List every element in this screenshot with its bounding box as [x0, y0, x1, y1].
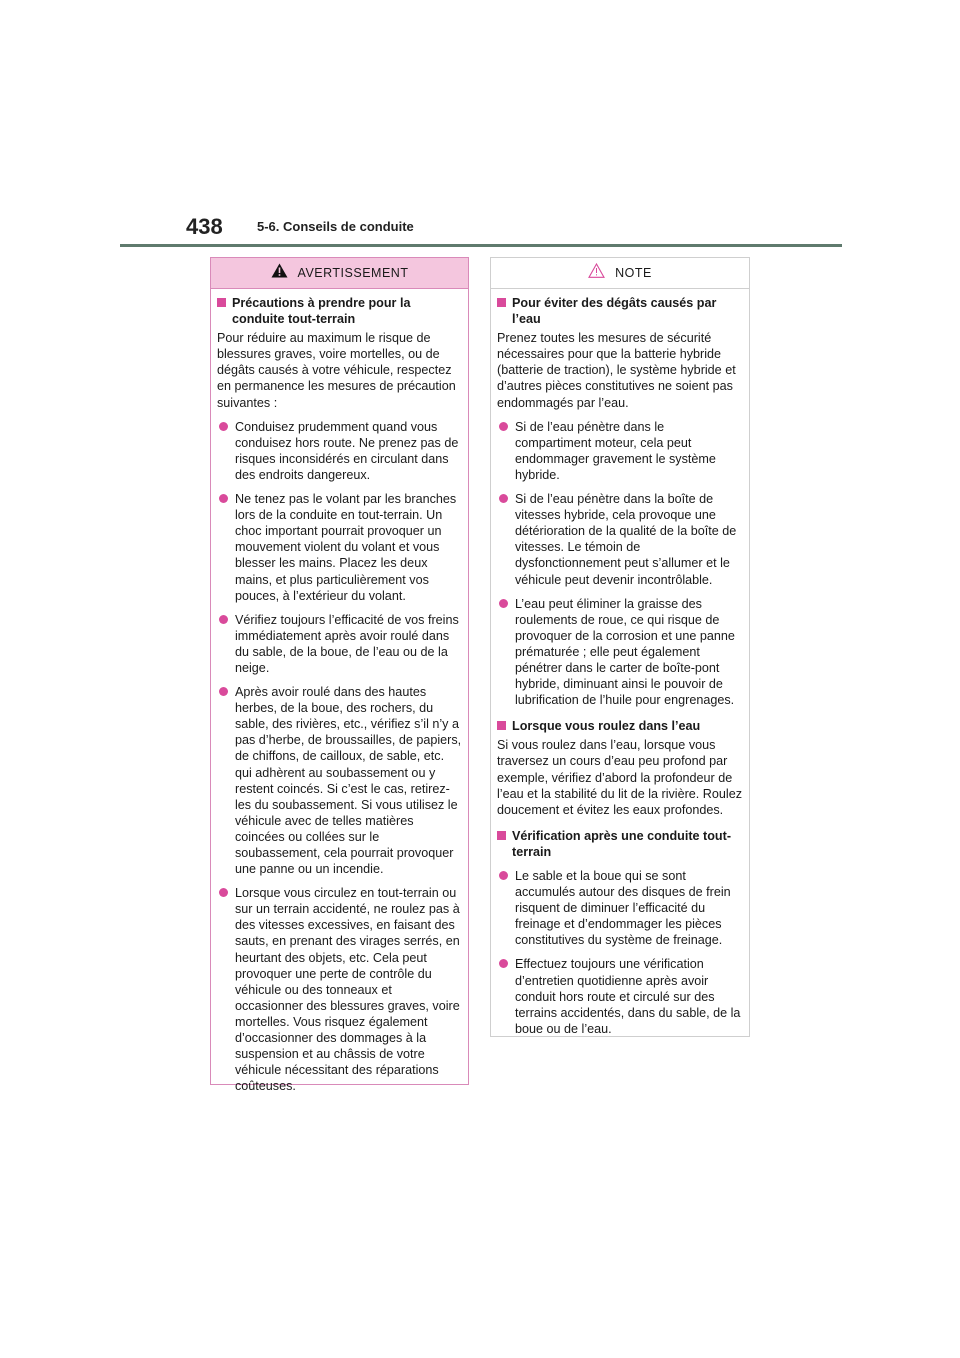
list-item: Le sable et la boue qui se sont accumulés autour des disques de frein risquent de diminuer l’efficacité du freinage et d’endommager les pièces constitutives du système de freinage.: [497, 868, 743, 948]
caution-triangle-icon: [588, 263, 615, 282]
circle-bullet-icon: [499, 871, 508, 880]
page-number: 438: [186, 214, 223, 239]
note-intro: Si vous roulez dans l’eau, lorsque vous traversez un cours d’eau peu profond par exemple, vérifiez d’abord la profondeur de l’eau et la stabilité du lit de la rivière. Roulez doucement et évitez les eaux profondes.: [497, 738, 743, 817]
square-bullet-icon: [217, 298, 226, 307]
warning-section-heading: Précautions à prendre pour la conduite tout-terrain: [217, 295, 462, 327]
list-item: Effectuez toujours une vérification d’entretien quotidienne après avoir conduit hors route et circulé sur des terrains accidentés, dans du sable, de la boue ou de l’eau.: [497, 956, 743, 1036]
list-item: Si de l’eau pénètre dans le compartiment moteur, cela peut endommager gravement le système hybride.: [497, 419, 743, 483]
list-item: Ne tenez pas le volant par les branches lors de la conduite en tout-terrain. Un choc important pourrait provoquer un mouvement violent du volant et vous blesser les mains. Placez les deux mains, et plus particulièrement vos pouces, à l’extérieur du volant.: [217, 491, 462, 604]
note-section-heading: Vérification après une conduite tout-terrain: [497, 828, 743, 860]
square-bullet-icon: [497, 831, 506, 840]
note-section-heading: Pour éviter des dégâts causés par l’eau: [497, 295, 743, 327]
list-item: Conduisez prudemment quand vous conduisez hors route. Ne prenez pas de risques inconsidérés en circulant dans des endroits dangereux.: [217, 419, 462, 483]
circle-bullet-icon: [219, 687, 228, 696]
list-item: Si de l’eau pénètre dans la boîte de vitesses hybride, cela provoque une détérioration de la qualité de la boîte de vitesses. Le témoin de dysfonctionnement peut s’allumer et le véhicule peut devenir incontrôlable.: [497, 491, 743, 588]
note-box: [490, 257, 750, 1037]
circle-bullet-icon: [219, 422, 228, 431]
list-item: Lorsque vous circulez en tout-terrain ou sur un terrain accidenté, ne roulez pas à des vitesses excessives, en faisant des sauts, en prenant des virages serrés, en heurtant des objets, etc. Cela peut provoquer une perte de contrôle du véhicule ou des tonneaux et occasionner des blessures graves, voire mortelles. Vous risquez également d’occasionner des dommages à la suspension et au châssis de votre véhicule nécessitant des réparations coûteuses.: [217, 885, 462, 1094]
warning-box: [210, 257, 469, 1094]
note-section-heading: Lorsque vous roulez dans l’eau: [497, 718, 743, 734]
warning-intro: Pour réduire au maximum le risque de blessures graves, voire mortelles, ou de dégâts causés à votre véhicule, respectez en permanence les mesures de précaution suivantes :: [217, 331, 456, 410]
note-header: [491, 258, 749, 289]
circle-bullet-icon: [499, 494, 508, 503]
circle-bullet-icon: [219, 888, 228, 897]
header-rule: [120, 244, 842, 247]
list-item: Vérifiez toujours l’efficacité de vos freins immédiatement après avoir roulé dans du sable, de la boue, de l’eau ou de la neige.: [217, 612, 462, 676]
circle-bullet-icon: [499, 599, 508, 608]
warning-header: [211, 258, 468, 289]
warning-triangle-icon: [271, 263, 298, 282]
warning-title: AVERTISSEMENT: [297, 265, 409, 280]
section-title: 5-6. Conseils de conduite: [257, 219, 414, 234]
circle-bullet-icon: [219, 494, 228, 503]
circle-bullet-icon: [219, 615, 228, 624]
list-item: L’eau peut éliminer la graisse des roulements de roue, ce qui risque de provoquer de la corrosion et une panne prématurée ; elle peut également pénétrer dans le carter de boîte-pont hybride, diminuant ainsi le pouvoir de lubrification de l’huile pour engrenages.: [497, 596, 743, 709]
square-bullet-icon: [497, 298, 506, 307]
note-intro: Prenez toutes les mesures de sécurité nécessaires pour que la batterie hybride (batterie de traction), le système hybride et d’autres pièces constitutives ne soient pas endommagés par l’eau.: [497, 331, 736, 410]
circle-bullet-icon: [499, 959, 508, 968]
square-bullet-icon: [497, 721, 506, 730]
list-item: Après avoir roulé dans des hautes herbes, de la boue, des rochers, du sable, des rivières, etc., vérifiez s’il n’y a pas d’herbe, de broussailles, de papiers, de chiffons, de cailloux, de sable, etc. qui adhèrent au soubassement ou y restent coincés. Si c’est le cas, retirez-les du soubassement. Si vous utilisez le véhicule avec de telles matières coincées ou collées sur le soubassement, cela pourrait provoquer une panne ou un incendie.: [217, 684, 462, 877]
note-title: NOTE: [615, 265, 652, 280]
circle-bullet-icon: [499, 422, 508, 431]
